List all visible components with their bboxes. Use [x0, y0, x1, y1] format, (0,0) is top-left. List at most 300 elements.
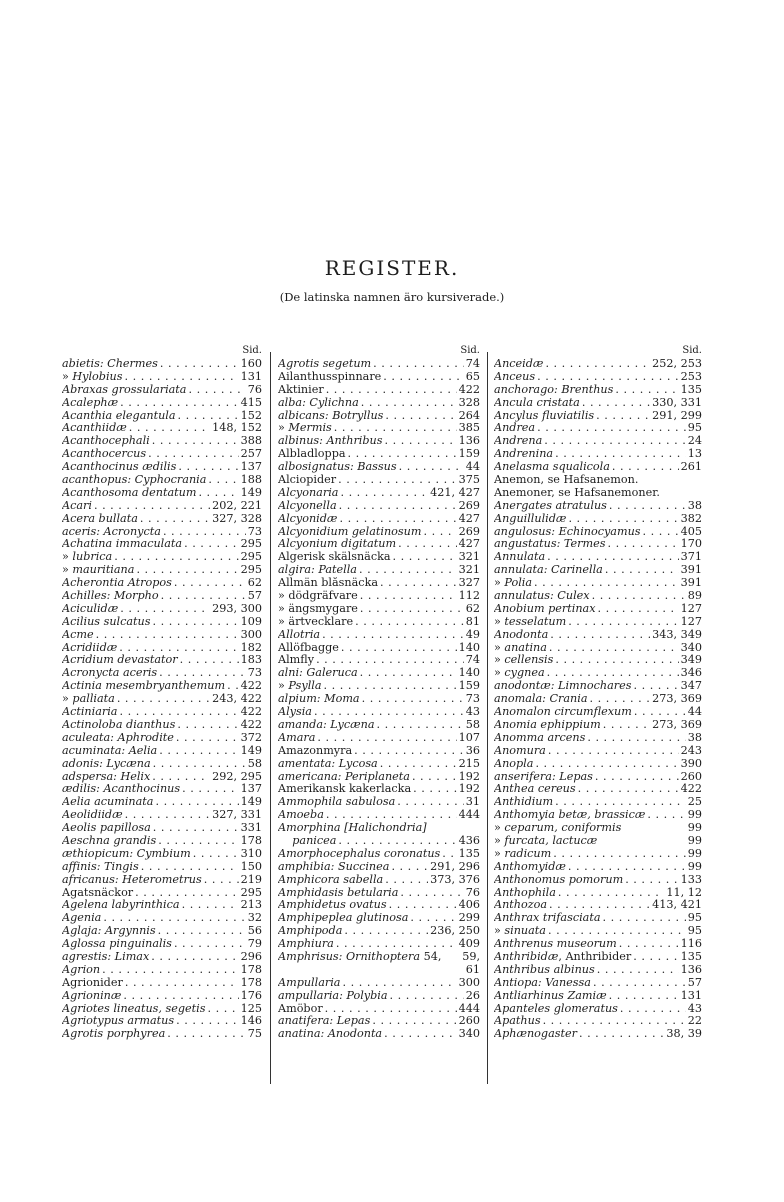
entry-headword: Andrenina: [494, 448, 554, 461]
entry-headword: Amphicora sabella: [278, 873, 384, 886]
index-entry: [494, 1015, 702, 1028]
index-entry: [62, 448, 262, 461]
entry-page-numbers: 160: [240, 358, 262, 370]
dot-leader: [547, 551, 679, 564]
entry-headword: Acanthocercus: [62, 448, 147, 461]
entry-page-numbers: 112: [458, 590, 480, 603]
dot-leader: [545, 358, 650, 371]
index-entry: [278, 951, 480, 964]
entry-page-numbers: 293, 300: [212, 602, 262, 615]
dot-leader: [547, 667, 679, 680]
dot-leader: [625, 874, 678, 887]
entry-headword: Alcyonium digitatum: [278, 538, 397, 551]
dot-leader: [647, 809, 685, 822]
entry-headword: alni: Galeruca: [278, 667, 358, 680]
dot-leader: [390, 990, 464, 1003]
entry-page-numbers: 57: [687, 976, 702, 989]
entry-headword: Algerisk skälsnäcka: [278, 551, 391, 564]
entry-page-numbers: 346: [680, 667, 702, 680]
entry-headword: » lubrica: [62, 551, 113, 564]
entry-headword: Ailanthusspinnare: [278, 370, 382, 383]
index-entry: [62, 384, 262, 397]
entry-page-numbers: 58: [465, 718, 480, 731]
entry-headword: Anelasma squalicola: [494, 461, 610, 474]
index-entry: [62, 796, 262, 809]
entry-page-numbers: 99: [687, 809, 702, 822]
dot-leader: [609, 990, 679, 1003]
entry-headword: Antliarhinus Zamiæ: [494, 989, 607, 1002]
index-entry: [494, 732, 702, 745]
index-entry: [62, 680, 262, 693]
entry-page-numbers: 76: [247, 383, 262, 396]
dot-leader: [174, 938, 246, 951]
entry-page-numbers: 192: [458, 783, 480, 796]
index-entry: [494, 925, 702, 938]
entry-headword: albinus: Anthribus: [278, 435, 383, 448]
entry-page-numbers: 427: [458, 538, 480, 551]
index-entry: [278, 874, 480, 887]
entry-headword: Abraxas grossulariata: [62, 383, 187, 396]
dot-leader: [96, 629, 239, 642]
entry-headword: Aphænogaster: [494, 1028, 577, 1041]
index-entry: [494, 526, 702, 539]
entry-page-numbers: 146: [240, 1015, 262, 1028]
index-entry: [494, 577, 702, 590]
entry-page-numbers: 178: [240, 963, 262, 976]
entry-headword: Antiopa: Vanessa: [494, 976, 591, 989]
index-entry: [62, 977, 262, 990]
entry-headword: Agriotypus armatus: [62, 1015, 175, 1028]
dot-leader: [362, 693, 464, 706]
dot-leader: [355, 616, 464, 629]
dot-leader: [354, 745, 464, 758]
entry-page-numbers: 152: [240, 409, 262, 422]
entry-headword: » cellensis: [494, 654, 554, 667]
dot-leader: [159, 745, 238, 758]
entry-page-numbers: 61: [465, 963, 480, 976]
entry-page-numbers: 427: [458, 512, 480, 525]
dot-leader: [182, 783, 239, 796]
index-entry: [278, 487, 480, 500]
entry-page-numbers: 183: [240, 654, 262, 667]
dot-leader: [568, 861, 686, 874]
entry-headword: Amöbor: [278, 1002, 323, 1015]
entry-page-numbers: 340: [680, 641, 702, 654]
entry-page-numbers: 178: [240, 976, 262, 989]
entry-headword: annulatus: Culex: [494, 590, 590, 603]
dot-leader: [102, 964, 239, 977]
entry-page-numbers: 269: [458, 499, 480, 512]
entry-headword: affinis: Tingis: [62, 860, 139, 873]
dot-leader: [385, 874, 428, 887]
index-entry: [494, 758, 702, 771]
dot-leader: [537, 422, 686, 435]
entry-headword: africanus: Heterometrus: [62, 873, 202, 886]
entry-headword: Amphipoda: [278, 925, 343, 938]
index-entry: [494, 474, 702, 487]
entry-page-numbers: 136: [458, 435, 480, 448]
index-entry: [62, 783, 262, 796]
entry-headword: Agriotes lineatus, segetis: [62, 1002, 206, 1015]
dot-leader: [549, 899, 650, 912]
entry-page-numbers: 159: [458, 680, 480, 693]
index-entry: [278, 667, 480, 680]
dot-leader: [317, 732, 456, 745]
entry-headword: Acera bullata: [62, 512, 138, 525]
entry-headword: Amerikansk kakerlacka: [278, 783, 412, 796]
entry-page-numbers: 79: [247, 938, 262, 951]
entry-headword: Andrena: [494, 435, 543, 448]
entry-headword: anatina: Anodonta: [278, 1028, 383, 1041]
dot-leader: [148, 448, 239, 461]
entry-page-numbers: 56: [247, 925, 262, 938]
index-entry: [62, 887, 262, 900]
entry-headword: Anomura: [494, 744, 546, 757]
entry-headword: Amphipeplea glutinosa: [278, 912, 409, 925]
entry-page-numbers: 159: [458, 448, 480, 461]
entry-headword: Anthrenus museorum: [494, 938, 617, 951]
entry-headword: Apanteles glomeratus: [494, 1002, 618, 1015]
entry-headword: Amphidetus ovatus: [278, 899, 387, 912]
entry-headword: Andrea: [494, 422, 536, 435]
entry-page-numbers: 140: [458, 641, 480, 654]
dot-leader: [125, 809, 211, 822]
entry-headword: Ampullaria: [278, 976, 341, 989]
index-entry: [278, 977, 480, 990]
entry-headword: Aglossa pinguinalis: [62, 938, 172, 951]
entry-page-numbers: 388: [240, 435, 262, 448]
index-entry: [278, 551, 480, 564]
dot-leader: [155, 796, 238, 809]
entry-page-numbers: 436: [458, 834, 480, 847]
entry-headword: Alciopider: [278, 474, 337, 487]
entry-headword: acuminata: Aelia: [62, 744, 158, 757]
index-entry: [494, 629, 702, 642]
entry-headword: » anatina: [494, 641, 547, 654]
dot-leader: [360, 667, 457, 680]
index-entry: [62, 603, 262, 616]
dot-leader: [550, 629, 650, 642]
entry-page-numbers: 260: [458, 1015, 480, 1028]
entry-page-numbers: 422: [240, 706, 262, 719]
dot-leader: [372, 1015, 456, 1028]
entry-headword: amanda: Lycæna: [278, 718, 375, 731]
index-entry: [62, 899, 262, 912]
index-entry: [278, 461, 480, 474]
index-entry: [278, 887, 480, 900]
dot-leader: [380, 577, 457, 590]
dot-leader: [595, 771, 679, 784]
dot-leader: [590, 693, 651, 706]
entry-page-numbers: 11, 12: [666, 886, 702, 899]
dot-leader: [158, 835, 238, 848]
entry-headword: Anemoner, se Hafsanemoner.: [494, 486, 660, 499]
dot-leader: [340, 487, 428, 500]
entry-page-numbers: 295: [240, 551, 262, 564]
entry-headword: Anthribidæ, Anthribider: [494, 950, 632, 963]
index-entry: [494, 422, 702, 435]
dot-leader: [158, 925, 246, 938]
dot-leader: [103, 912, 245, 925]
index-entry: [62, 938, 262, 951]
index-entry: [278, 680, 480, 693]
index-entry: [62, 551, 262, 564]
entry-headword: Acanthia elegantula: [62, 409, 176, 422]
dot-leader: [412, 771, 457, 784]
dot-leader: [227, 680, 239, 693]
index-entry: [494, 938, 702, 951]
index-entry: [62, 809, 262, 822]
index-entry: [62, 500, 262, 513]
index-entry: [278, 706, 480, 719]
index-entry: [278, 809, 480, 822]
entry-headword: ædilis: Acanthocinus: [62, 783, 181, 796]
index-entry: [494, 951, 702, 964]
dot-leader: [198, 487, 238, 500]
entry-headword: anchorago: Brenthus: [494, 383, 614, 396]
entry-page-numbers: 136: [680, 963, 702, 976]
entry-page-numbers: 349: [680, 654, 702, 667]
index-entry: [62, 371, 262, 384]
entry-headword: Amorphocephalus coronatus: [278, 847, 441, 860]
dot-leader: [159, 667, 246, 680]
entry-page-numbers: 65: [465, 370, 480, 383]
entry-page-numbers: 135: [680, 383, 702, 396]
entry-page-numbers: 261: [680, 461, 702, 474]
index-entry: [278, 796, 480, 809]
entry-headword: Acronycta aceris: [62, 667, 158, 680]
index-entry: [494, 899, 702, 912]
dot-leader: [413, 783, 457, 796]
dot-leader: [373, 358, 464, 371]
entry-page-numbers: 252, 253: [652, 358, 702, 370]
entry-page-numbers: 343, 349: [652, 628, 702, 641]
index-entry: [278, 990, 480, 1003]
entry-headword: Anguillulidæ: [494, 512, 567, 525]
column-divider: [487, 352, 488, 1084]
dot-leader: [609, 500, 686, 513]
dot-leader: [338, 474, 457, 487]
dot-leader: [605, 564, 679, 577]
index-entry: [278, 616, 480, 629]
entry-page-numbers: 95: [687, 422, 702, 435]
dot-leader: [607, 538, 678, 551]
entry-page-numbers: 202, 221: [212, 499, 262, 512]
entry-page-numbers: 296: [240, 950, 262, 963]
dot-leader: [598, 603, 679, 616]
entry-page-numbers: 170: [680, 538, 702, 551]
entry-headword: Amazonmyra: [278, 744, 353, 757]
dot-leader: [360, 590, 457, 603]
column-divider: [270, 352, 271, 1084]
entry-page-numbers: 243: [680, 744, 702, 757]
entry-page-numbers: 73: [465, 693, 480, 706]
entry-page-numbers: 331: [240, 822, 262, 835]
entry-headword: Acherontia Atropos: [62, 577, 172, 590]
entry-headword: Acanthosoma dentatum: [62, 486, 197, 499]
dot-leader: [120, 603, 210, 616]
entry-page-numbers: 137: [240, 461, 262, 474]
entry-headword: Anemon, se Hafsanemon.: [494, 474, 639, 487]
entry-headword: Agrotis porphyrea: [62, 1028, 166, 1041]
entry-page-numbers: 273, 369: [652, 718, 702, 731]
entry-page-numbers: 295: [240, 538, 262, 551]
entry-headword: Acme: [62, 628, 94, 641]
entry-headword: anserifera: Lepas: [494, 770, 593, 783]
index-entry: [278, 538, 480, 551]
index-entry: [278, 861, 480, 874]
entry-headword: Allöfbagge: [278, 641, 339, 654]
dot-leader: [555, 796, 686, 809]
entry-headword: Achatina immaculata: [62, 538, 183, 551]
index-entry: [278, 719, 480, 732]
entry-page-numbers: 31: [465, 796, 480, 809]
index-entry: [494, 603, 702, 616]
index-entry: [278, 397, 480, 410]
entry-page-numbers: 149: [240, 796, 262, 809]
entry-page-numbers: 422: [680, 783, 702, 796]
entry-page-numbers: 176: [240, 989, 262, 1002]
dot-leader: [592, 590, 686, 603]
entry-page-numbers: 73: [247, 525, 262, 538]
dot-leader: [442, 848, 456, 861]
entry-headword: Acilius sulcatus: [62, 615, 151, 628]
entry-headword: Agenia: [62, 912, 102, 925]
dot-leader: [342, 977, 456, 990]
dot-leader: [555, 654, 678, 667]
index-entry: [494, 371, 702, 384]
dot-leader: [124, 371, 238, 384]
dot-leader: [410, 912, 456, 925]
dot-leader: [553, 848, 686, 861]
index-entry: [278, 603, 480, 616]
entry-headword: Ammophila sabulosa: [278, 796, 396, 809]
entry-page-numbers: 57: [247, 590, 262, 603]
entry-headword: Agrion: [62, 963, 101, 976]
entry-headword: panicea: [292, 834, 337, 847]
index-entry: [494, 809, 702, 822]
entry-headword: Anobium pertinax: [494, 602, 596, 615]
entry-page-numbers: 421, 427: [430, 486, 480, 499]
index-entry: [278, 835, 480, 848]
index-entry: [278, 371, 480, 384]
entry-headword: Aglaja: Argynnis: [62, 925, 156, 938]
entry-page-numbers: 62: [247, 577, 262, 590]
entry-page-numbers: 253: [680, 370, 702, 383]
dot-leader: [633, 951, 678, 964]
entry-page-numbers: 131: [240, 370, 262, 383]
dot-leader: [393, 551, 457, 564]
entry-headword: » furcata, lactucæ: [494, 834, 598, 847]
dot-leader: [558, 887, 664, 900]
dot-leader: [160, 358, 239, 371]
index-entry: [278, 435, 480, 448]
entry-headword: adspersa: Helix: [62, 770, 151, 783]
index-entry: [62, 1028, 262, 1041]
index-entry: [62, 577, 262, 590]
entry-headword: Anthidium: [494, 796, 554, 809]
index-entry: [278, 938, 480, 951]
index-entry: [278, 577, 480, 590]
index-entry: [278, 629, 480, 642]
index-entry: [62, 693, 262, 706]
index-entry: [62, 861, 262, 874]
dot-leader: [152, 616, 238, 629]
index-entry: [494, 771, 702, 784]
entry-page-numbers: 215: [458, 757, 480, 770]
index-entry: [278, 513, 480, 526]
entry-headword: Actiniaria: [62, 706, 118, 719]
index-entry: [494, 887, 702, 900]
index-entry: [278, 925, 480, 938]
entry-headword: Aciculidæ: [62, 602, 119, 615]
entry-page-numbers: 116: [680, 938, 702, 951]
entry-headword: agrestis: Limax: [62, 950, 150, 963]
index-entry: [278, 899, 480, 912]
entry-page-numbers: 49: [465, 628, 480, 641]
entry-headword: Acridiidæ: [62, 641, 118, 654]
index-entry: [62, 1003, 262, 1016]
index-entry: [494, 964, 702, 977]
entry-headword: Allmän blåsnäcka: [278, 577, 379, 590]
dot-leader: [314, 706, 464, 719]
index-entry: [494, 1028, 702, 1041]
entry-page-numbers: 269: [458, 525, 480, 538]
index-entry: [494, 693, 702, 706]
dot-leader: [163, 526, 246, 539]
entry-headword: Amphidasis betularia: [278, 886, 399, 899]
index-entry: [494, 551, 702, 564]
entry-headword: Almfly: [278, 654, 315, 667]
entry-headword: americana: Periplaneta: [278, 770, 410, 783]
page-subtitle: (De latinska namnen äro kursiverade.): [279, 290, 505, 304]
dot-leader: [555, 448, 686, 461]
entry-page-numbers: 22: [687, 1015, 702, 1028]
entry-page-numbers: 373, 376: [430, 873, 480, 886]
dot-leader: [360, 603, 464, 616]
index-column-3: [494, 344, 702, 1041]
entry-page-numbers: 59,: [462, 950, 480, 963]
index-entry: [62, 616, 262, 629]
entry-headword: amentata: Lycosa: [278, 757, 378, 770]
index-entry: [278, 526, 480, 539]
entry-page-numbers: 391: [680, 564, 702, 577]
index-entry: [494, 616, 702, 629]
entry-page-numbers: 192: [458, 770, 480, 783]
entry-headword: Anthomyidæ: [494, 860, 566, 873]
entry-headword: Acanthocinus ædilis: [62, 461, 177, 474]
entry-headword: » palliata: [62, 693, 115, 706]
entry-page-numbers: 99: [687, 847, 702, 860]
dot-leader: [207, 1003, 238, 1016]
entry-page-numbers: 375: [458, 474, 480, 487]
index-entry: [278, 758, 480, 771]
dot-leader: [176, 1015, 239, 1028]
index-entry: [278, 410, 480, 423]
entry-page-numbers: 75: [247, 1028, 262, 1041]
entry-headword: Agrioninæ: [62, 989, 122, 1002]
entry-headword: angulosus: Echinocyamus: [494, 525, 641, 538]
dot-leader: [537, 371, 679, 384]
dot-leader: [151, 951, 238, 964]
dot-leader: [385, 410, 456, 423]
dot-leader: [326, 384, 457, 397]
index-entry: [62, 771, 262, 784]
dot-leader: [193, 848, 239, 861]
entry-page-numbers: 422: [458, 383, 480, 396]
entry-headword: » ängsmygare: [278, 602, 358, 615]
entry-headword: Alcyonidæ: [278, 512, 338, 525]
